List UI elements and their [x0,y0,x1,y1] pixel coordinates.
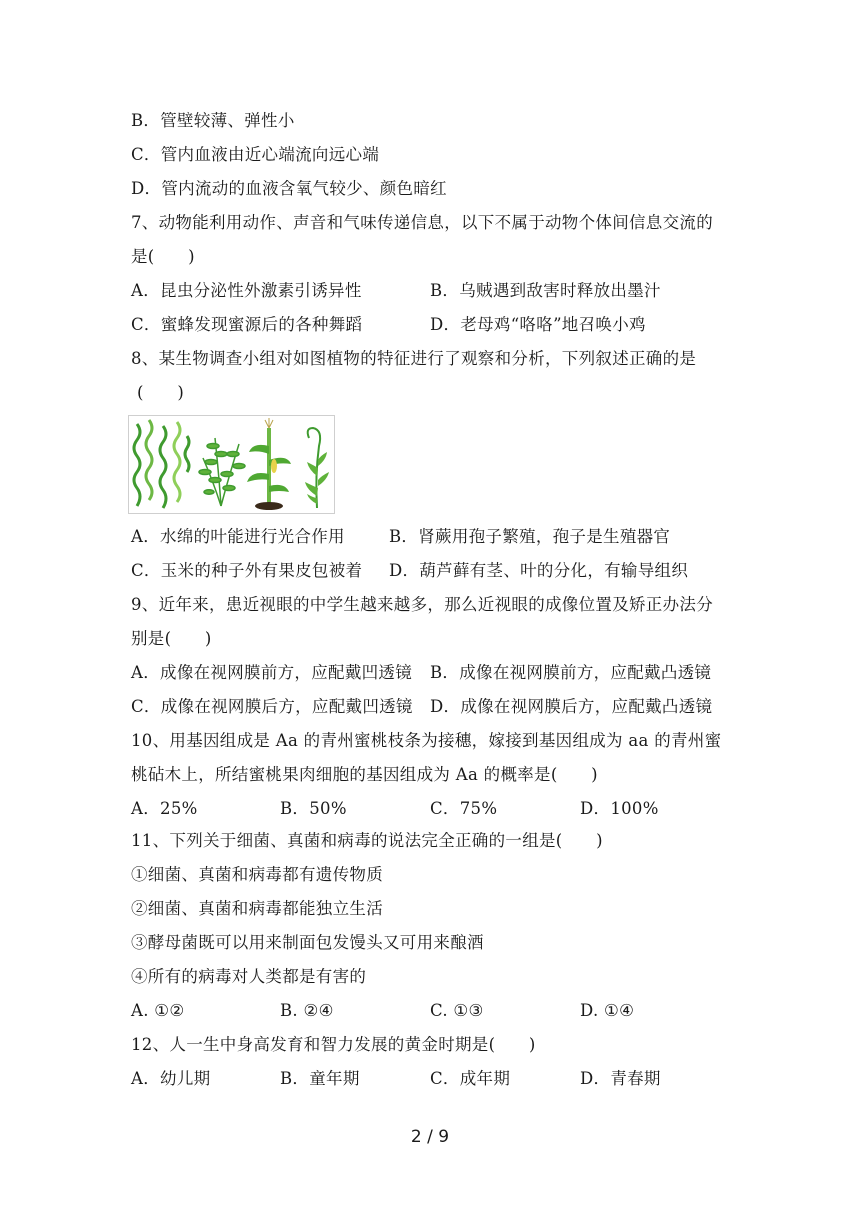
q12-option-b: B．童年期 [280,1069,360,1088]
q8-option-a: A．水绵的叶能进行光合作用 [131,527,345,546]
corn-icon [247,418,291,510]
q8-option-d: D．葫芦藓有茎、叶的分化，有输导组织 [389,561,689,580]
q7-option-d: D．老母鸡“咯咯”地召唤小鸡 [430,315,646,334]
q11-option-d: D. ①④ [580,1001,635,1020]
q8-stem-line2: ( ) [137,383,185,402]
plants-illustration [129,416,334,513]
q10-option-d: D．100% [580,799,659,818]
q7-option-b: B．乌贼遇到敌害时释放出墨汁 [430,281,661,300]
q10-stem-line2: 桃砧木上，所结蜜桃果肉细胞的基因组成为 Aa 的概率是( ) [131,765,598,784]
q12-option-d: D．青春期 [580,1069,661,1088]
q9-stem-line2: 别是( ) [131,629,212,648]
q11-option-b: B. ②④ [280,1001,334,1020]
q11-statement-4: ④所有的病毒对人类都是有害的 [131,967,367,986]
q11-option-a: A. ①② [131,1001,185,1020]
q8-stem-line1: 8、某生物调查小组对如图植物的特征进行了观察和分析，下列叙述正确的是 [131,349,697,368]
q8-option-c: C．玉米的种子外有果皮包被着 [131,561,363,580]
q8-option-b: B．肾蕨用孢子繁殖，孢子是生殖器官 [389,527,671,546]
q9-option-b: B．成像在视网膜前方，应配戴凸透镜 [430,663,712,682]
q10-option-b: B．50% [280,799,347,818]
q10-stem-line1: 10、用基因组成是 Aa 的青州蜜桃枝条为接穗，嫁接到基因组成为 aa 的青州蜜 [131,731,722,750]
q9-option-d: D．成像在视网膜后方，应配戴凸透镜 [430,697,713,716]
page-number: 2 / 9 [410,1127,450,1147]
spirogyra-icon [134,420,189,508]
q11-statement-3: ③酵母菌既可以用来制面包发馒头又可用来酿酒 [131,933,484,952]
q11-option-c: C. ①③ [430,1001,484,1020]
q10-option-a: A．25% [131,799,198,818]
q7-stem-line2: 是( ) [131,247,195,266]
q9-stem-line1: 9、近年来，患近视眼的中学生越来越多，那么近视眼的成像位置及矫正办法分 [131,595,713,614]
q6-option-d: D．管内流动的血液含氧气较少、颜色暗红 [131,179,447,198]
q12-stem: 12、人一生中身高发育和智力发展的黄金时期是( ) [131,1035,536,1054]
q7-option-a: A．昆虫分泌性外激素引诱异性 [131,281,362,300]
q12-option-a: A．幼儿期 [131,1069,211,1088]
q9-option-c: C．成像在视网膜后方，应配戴凹透镜 [131,697,413,716]
q6-option-b: B．管壁较薄、弹性小 [131,111,295,130]
fern-icon [199,438,245,506]
q7-option-c: C．蜜蜂发现蜜源后的各种舞蹈 [131,315,363,334]
q7-stem-line1: 7、动物能利用动作、声音和气味传递信息，以下不属于动物个体间信息交流的 [131,213,713,232]
q11-statement-2: ②细菌、真菌和病毒都能独立生活 [131,899,383,918]
plants-figure [128,415,335,514]
q11-statement-1: ①细菌、真菌和病毒都有遗传物质 [131,865,383,884]
q12-option-c: C．成年期 [430,1069,511,1088]
q11-stem: 11、下列关于细菌、真菌和病毒的说法完全正确的一组是( ) [131,831,603,850]
moss-icon [305,428,329,508]
q9-option-a: A．成像在视网膜前方，应配戴凹透镜 [131,663,413,682]
q10-option-c: C．75% [430,799,498,818]
q6-option-c: C．管内血液由近心端流向远心端 [131,145,380,164]
